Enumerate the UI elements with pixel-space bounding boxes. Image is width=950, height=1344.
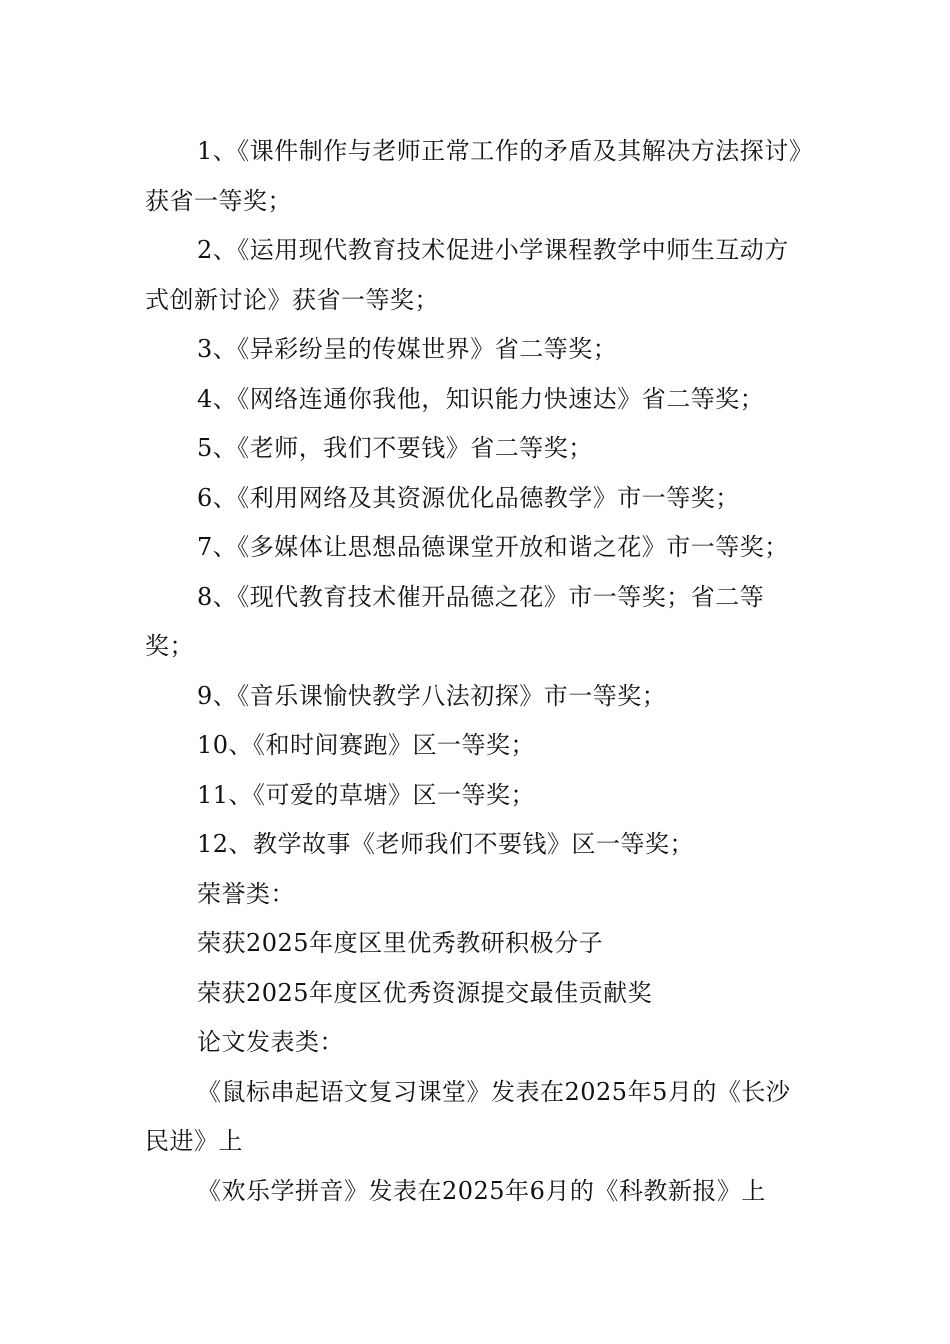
award-item-6: 6、《利用网络及其资源优化品德教学》市一等奖；	[197, 483, 740, 512]
award-item-12: 12、教学故事《老师我们不要钱》区一等奖；	[197, 830, 695, 858]
award-item-8: 8、《现代教育技术催开品德之花》市一等奖；省二等奖；	[145, 582, 765, 660]
document-body	[145, 127, 810, 1216]
honors-heading: 荣誉类：	[197, 879, 295, 908]
award-item-1: 1、《课件制作与老师正常工作的矛盾及其解决方法探讨》获省一等奖；	[145, 137, 802, 215]
award-item-11: 11、《可爱的草塘》区一等奖；	[197, 780, 536, 809]
award-item-2: 2、《运用现代教育技术促进小学课程教学中师生互动方式创新讨论》获省一等奖；	[145, 236, 789, 314]
award-item-3: 3、《异彩纷呈的传媒世界》省二等奖；	[197, 335, 618, 363]
award-item-10: 10、《和时间赛跑》区一等奖；	[197, 731, 536, 759]
award-item-7: 7、《多媒体让思想品德课堂开放和谐之花》市一等奖；	[197, 533, 789, 561]
honor-item-1: 荣获2025年度区里优秀教研积极分子	[197, 929, 604, 957]
award-item-4: 4、《网络连通你我他，知识能力快速达》省二等奖；	[197, 384, 765, 413]
publications-heading: 论文发表类：	[197, 1028, 344, 1056]
honor-item-2: 荣获2025年度区优秀资源提交最佳贡献奖	[197, 978, 653, 1007]
award-item-9: 9、《音乐课愉快教学八法初探》市一等奖；	[197, 681, 667, 710]
publication-item-2: 《欢乐学拼音》发表在2025年6月的《科教新报》上	[197, 1176, 766, 1205]
publication-item-1: 《鼠标串起语文复习课堂》发表在2025年5月的《长沙民进》上	[145, 1077, 791, 1155]
award-item-5: 5、《老师，我们不要钱》省二等奖；	[197, 434, 593, 462]
